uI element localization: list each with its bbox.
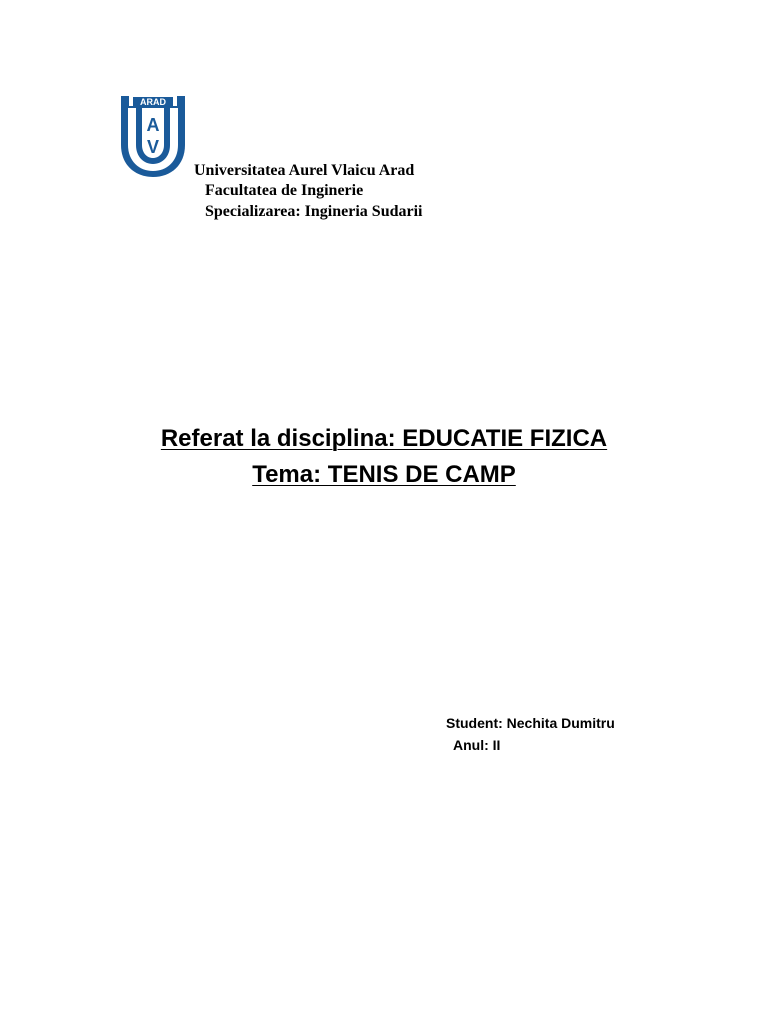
specialization-name: Specializarea: Ingineria Sudarii bbox=[205, 203, 423, 220]
university-crest-icon bbox=[119, 95, 187, 179]
crest-letter-a: A bbox=[146, 115, 160, 135]
crest-text-arad: ARAD bbox=[140, 97, 166, 107]
report-topic-text: Tema: TENIS DE CAMP bbox=[252, 461, 516, 488]
report-title bbox=[0, 424, 768, 454]
report-topic bbox=[0, 460, 768, 490]
report-title-text: Referat la disciplina: EDUCATIE FIZICA bbox=[160, 425, 608, 452]
student-name: Student: Nechita Dumitru bbox=[446, 715, 615, 731]
university-name: Universitatea Aurel Vlaicu Arad bbox=[194, 162, 415, 179]
student-year: Anul: II bbox=[453, 737, 501, 753]
faculty-name: Facultatea de Inginerie bbox=[205, 182, 364, 199]
crest-letter-v: V bbox=[146, 137, 160, 157]
